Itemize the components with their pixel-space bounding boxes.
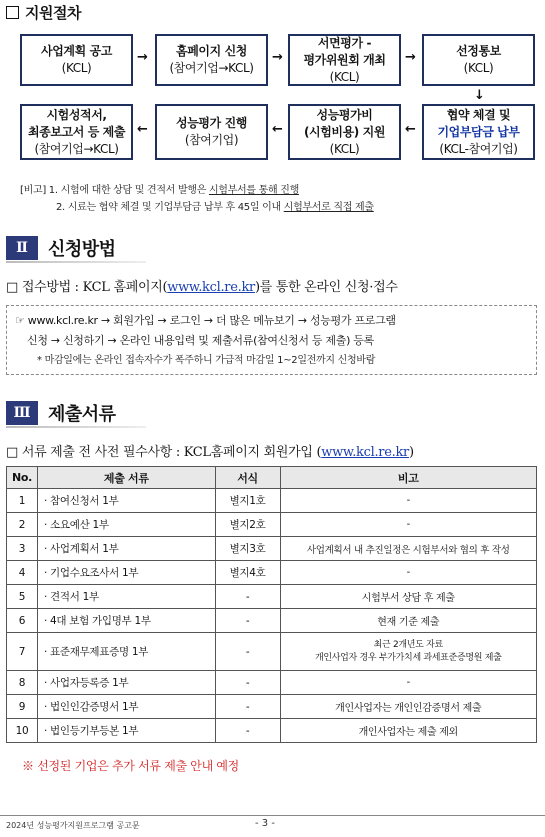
arrow-left-icon: ←: [272, 122, 283, 137]
application-steps-box: [6, 305, 537, 375]
footer-document-title: 2024년 성능평가지원프로그램 공고문: [6, 821, 140, 830]
section1-title: [6, 2, 81, 23]
note-line-1: [비고] 1. 시험에 대한 상담 및 견적서 발행은 시험부서를 통해 진행: [20, 185, 299, 196]
table-row: 7 · 표준재무제표증명 1부 - 최근 2개년도 자료 개인사업자 경우 부가가치세 과세표준증명원 제출: [7, 633, 537, 671]
section3-underline: [6, 426, 146, 428]
section3-title: 제출서류: [48, 404, 116, 425]
flow-step-homepage-apply: 홈페이지 신청 (참여기업→KCL): [155, 34, 268, 86]
flow-step-selection-notice: 선정통보 (KCL): [422, 34, 535, 86]
header-form: 서식: [215, 467, 280, 489]
arrow-right-icon: →: [405, 50, 416, 65]
additional-documents-note: ※ 선정된 기업은 추가 서류 제출 안내 예정: [22, 759, 239, 773]
section2-number: Ⅱ: [6, 236, 38, 260]
table-row: 2 · 소요예산 1부 별지2호 -: [7, 513, 537, 537]
table-row: 8 · 사업자등록증 1부 - -: [7, 671, 537, 695]
arrow-down-icon: ↓: [474, 88, 485, 103]
table-row: 9 · 법인인감증명서 1부 - 개인사업자는 개인인감증명서 제출: [7, 695, 537, 719]
section3-header: [6, 400, 116, 426]
table-row: 3 · 사업계획서 1부 별지3호 사업계획서 내 추진일정은 시험부서와 협의 후 작성: [7, 537, 537, 561]
steps-line-1: ☞ www.kcl.re.kr → 회원가입 → 로그인 → 더 많은 메뉴보기 → 성능평가 프로그램: [15, 314, 396, 327]
steps-line-2: 신청 → 신청하기 → 온라인 내용입력 및 제출서류(참여신청서 등 제출) 등록: [27, 334, 374, 347]
checkbox-square-icon: [6, 6, 19, 19]
note-line-2: 2. 시료는 협약 체결 및 기업부담금 납부 후 45일 이내 시험부서로 직접 제출: [56, 202, 374, 213]
header-note: 비고: [280, 467, 537, 489]
table-row: 1 · 참여신청서 1부 별지1호 -: [7, 489, 537, 513]
section3-number: Ⅲ: [6, 401, 38, 425]
section3-check-line: □ 서류 제출 전 사전 필수사항 : KCL홈페이지 회원가입 (www.kcl.re.kr): [6, 445, 414, 460]
flow-step-evaluation: 성능평가 진행 (참여기업): [155, 104, 268, 160]
section2-underline: [6, 261, 146, 263]
header-no: No.: [7, 467, 38, 489]
header-document: 제출 서류: [37, 467, 215, 489]
table-row: 10 · 법인등기부등본 1부 - 개인사업자는 제출 제외: [7, 719, 537, 743]
kcl-homepage-link[interactable]: www.kcl.re.kr: [167, 280, 255, 295]
documents-table: [6, 466, 537, 743]
flow-step-report-submit: 시험성적서, 최종보고서 등 제출 (참여기업→KCL): [20, 104, 133, 160]
flow-step-cost-support: 성능평가비 (시험비용) 지원 (KCL): [288, 104, 401, 160]
arrow-left-icon: ←: [137, 122, 148, 137]
steps-deadline-note: * 마감일에는 온라인 접속자수가 폭주하니 가급적 마감일 1~2일전까지 신청바람: [37, 355, 376, 366]
section2-header: [6, 235, 116, 261]
kcl-homepage-link[interactable]: www.kcl.re.kr: [321, 445, 409, 460]
flow-step-announcement: 사업계획 공고 (KCL): [20, 34, 133, 86]
arrow-right-icon: →: [137, 50, 148, 65]
arrow-right-icon: →: [272, 50, 283, 65]
footer-divider: [0, 815, 545, 816]
section2-check-line: □ 접수방법 : KCL 홈페이지(www.kcl.re.kr)를 통한 온라인 신청·접수: [6, 280, 398, 295]
table-header-row: [7, 467, 537, 489]
arrow-left-icon: ←: [405, 122, 416, 137]
flow-step-document-review: 서면평가 - 평가위원회 개최 (KCL): [288, 34, 401, 86]
flow-step-agreement: 협약 체결 및 기업부담금 납부 (KCL-참여기업): [422, 104, 535, 160]
table-row: 6 · 4대 보험 가입명부 1부 - 현재 기준 제출: [7, 609, 537, 633]
section2-title: 신청방법: [48, 239, 116, 260]
table-row: 4 · 기업수요조사서 1부 별지4호 -: [7, 561, 537, 585]
section1-title-text: 지원절차: [25, 4, 81, 22]
page-number: - 3 -: [255, 818, 275, 829]
table-row: 5 · 견적서 1부 - 시험부서 상담 후 제출: [7, 585, 537, 609]
